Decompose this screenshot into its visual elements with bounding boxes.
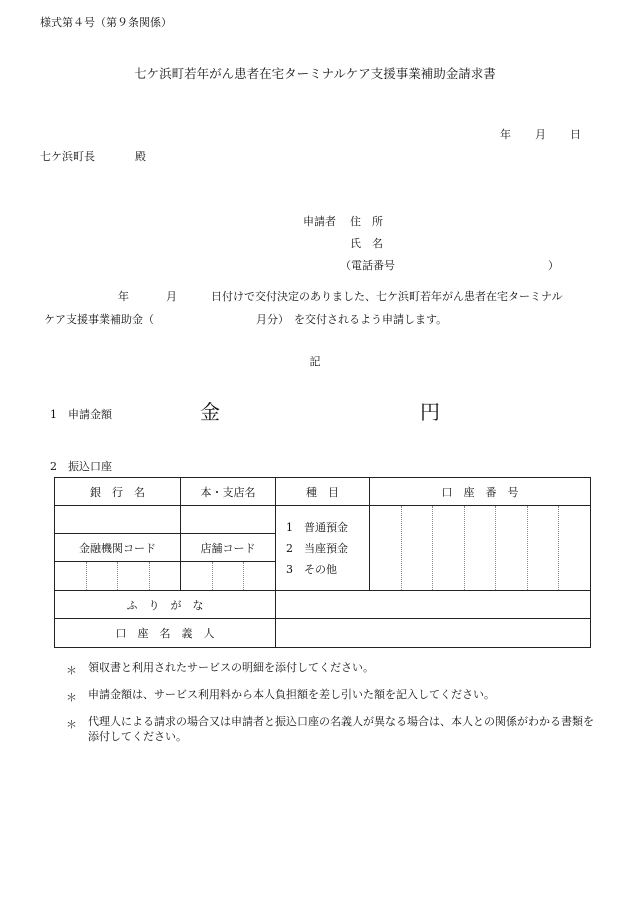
furigana-label: ふ り が な (55, 591, 276, 619)
header-bank-name: 銀 行 名 (55, 478, 181, 506)
branch-code-label: 店舗コード (181, 534, 276, 562)
type-option-3: 3 その他 (286, 562, 337, 576)
digit-box (117, 562, 149, 590)
bank-code-cell[interactable] (55, 562, 181, 591)
branch-code-cell[interactable] (181, 562, 276, 591)
type-option-1: 1 普通預金 (286, 520, 348, 534)
digit-box (401, 506, 433, 590)
note-mark: ＊ (66, 718, 77, 731)
body-sentence-2b: を交付されるよう申請します。 (294, 313, 448, 326)
note-item (66, 687, 598, 708)
note-item (66, 714, 598, 744)
type-option-2: 2 当座預金 (286, 541, 348, 555)
header-branch-name: 本・支店名 (181, 478, 276, 506)
body-sentence-1: 日付けで交付決定のありました、七ケ浜町若年がん患者在宅ターミナル (211, 290, 563, 303)
account-holder-label: 口 座 名 義 人 (55, 619, 276, 648)
note-text: 領収書と利用されたサービスの明細を添付してください。 (88, 661, 374, 674)
addressee (40, 148, 146, 164)
applicant-name-label: 氏 名 (350, 237, 383, 250)
body-year: 年 (118, 290, 129, 303)
header-account-number: 口 座 番 号 (370, 478, 591, 506)
applicant-phone-close: ） (548, 259, 559, 272)
account-holder-cell[interactable] (276, 619, 591, 648)
digit-box (212, 562, 244, 590)
applicant-phone-open: （電話番号 (340, 259, 395, 272)
date-month: 月 (535, 128, 546, 141)
branch-code-digits (181, 562, 275, 590)
transfer-label: 2 振込口座 (50, 460, 112, 473)
account-number-digits (370, 506, 590, 590)
bank-name-cell[interactable] (55, 506, 181, 534)
body-month-portion: 月分） (256, 313, 289, 326)
applicant-address-label: 住 所 (350, 215, 383, 228)
header-type: 種 目 (276, 478, 370, 506)
digit-box (432, 506, 464, 590)
account-type-cell[interactable] (276, 506, 370, 591)
digit-box (464, 506, 496, 590)
digit-box (55, 562, 86, 590)
note-text: 代理人による請求の場合又は申請者と振込口座の名義人が異なる場合は、本人との関係がわかる書類を添付してください。 (88, 715, 594, 743)
note-mark: ＊ (66, 664, 77, 677)
digit-box (527, 506, 559, 590)
digit-box (370, 506, 401, 590)
amount-kin: 金 (200, 400, 220, 424)
digit-box (495, 506, 527, 590)
date-line (500, 126, 581, 142)
applicant-label: 申請者 (303, 215, 336, 228)
bank-code-digits (55, 562, 180, 590)
page-title: 七ケ浜町若年がん患者在宅ターミナルケア支援事業補助金請求書 (134, 66, 496, 81)
form-number: 様式第４号（第９条関係） (40, 16, 172, 29)
date-day: 日 (570, 128, 581, 141)
amount-label: 1 申請金額 (50, 408, 112, 421)
date-year: 年 (500, 128, 511, 141)
branch-name-cell[interactable] (181, 506, 276, 534)
body-sentence-2a: ケア支援事業補助金（ (44, 313, 154, 326)
digit-box (243, 562, 275, 590)
digit-box (86, 562, 118, 590)
addressee-name: 七ケ浜町長 (40, 150, 95, 163)
notes-list (66, 660, 598, 744)
note-text: 申請金額は、サービス利用料から本人負担額を差し引いた額を記入してください。 (88, 688, 495, 701)
account-number-cell[interactable] (370, 506, 591, 591)
amount-yen: 円 (420, 400, 440, 424)
digit-box (181, 562, 212, 590)
note-mark: ＊ (66, 691, 77, 704)
bank-account-table (54, 477, 591, 648)
note-item (66, 660, 598, 681)
furigana-cell[interactable] (276, 591, 591, 619)
ki-heading: 記 (309, 355, 321, 368)
body-month: 月 (166, 290, 177, 303)
digit-box (558, 506, 590, 590)
addressee-suffix: 殿 (135, 150, 146, 163)
bank-code-label: 金融機関コード (55, 534, 181, 562)
digit-box (149, 562, 181, 590)
